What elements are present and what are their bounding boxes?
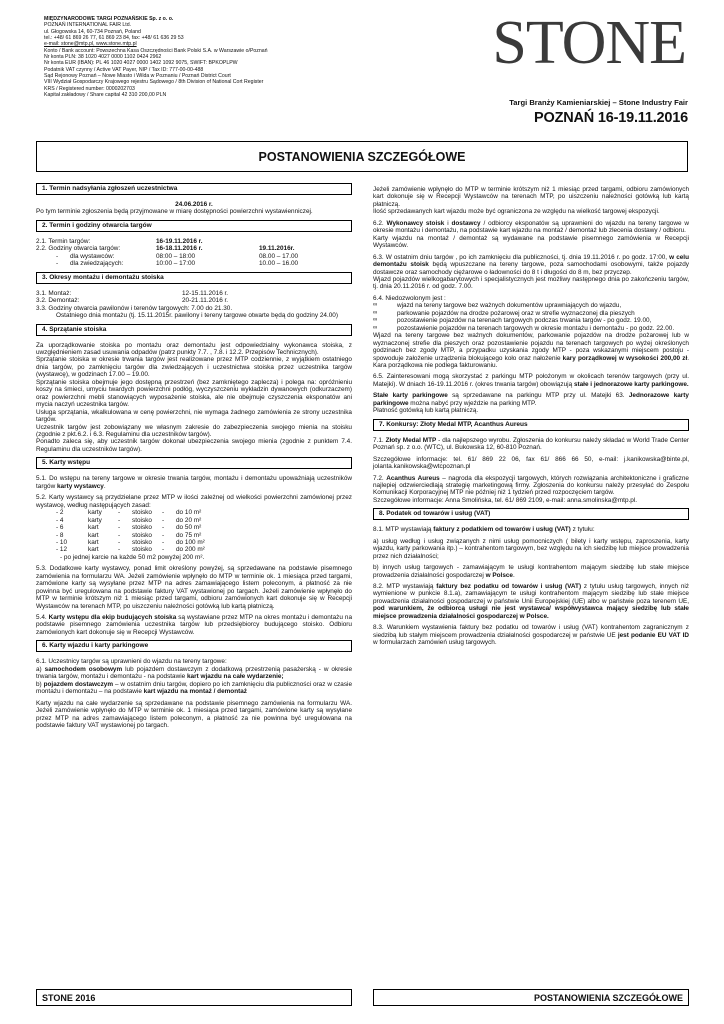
paragraph: Sprzątanie stoiska obejmuje jego dostępną przestrzeń (bez zamkniętego zaplecza) i polega na: opróżnieniu koszy na śmieci, umyciu twardych powierzchni podłóg, wyczyszczeniu wykładzin dywanowych (odkurzaczem) oraz powierzchni mebli stanowiących wyposażenie stoiska, ale nie obejmuje czyszczenia eksponatów ani mycia naczyń uczestnika targów. [36,378,352,409]
table-row: 3.2. Demontaż: 20-21.11.2016 r. [36,297,229,305]
paragraph: 6.3. W ostatnim dniu targów , po ich zamknięciu dla publiczności, tj. dnia 19.11.2016 r. po godz. 17:00, w celu demontażu stoisk będą wpuszczane na tereny targowe, poza samochodami osobowymi, także pojazdy dostawcze oraz samochody ciężarowe o ładowności do 8 t i długości do 8 m, bez przyczep. [373,253,689,276]
page-title: POSTANOWIENIA SZCZEGÓŁOWE [36,141,688,172]
table-row: 2.1. Termin targów: 16-19.11.2016 r. [36,237,203,245]
table-row: - 12 kart - stoisko - do 200 m² [56,546,205,554]
section-heading: 5. Karty wstępu [36,457,352,469]
paragraph: 7.2. Acanthus Aureus – nagroda dla ekspozycji targowych, których rozwiązania architektoniczne i graficzne najlepiej odzwierciedlają strategię marketingową firmy. Zgłoszenia do konkursu należy przesyłać do Zespołu Komunikacji Korporacyjnej MTP nie później niż 1 tydzień przed rozpoczęciem targów. [373,474,689,497]
section-heading: 2. Termin i godziny otwarcia targów [36,220,352,232]
paragraph: 6.5. Zainteresowani mogą skorzystać z parkingu MTP położonym w okolicach terenów targowych (przy ul. Matejki). W dniach 16-19.11.2016 r. (okres trwania targów) obowiązują stałe i jednorazowe karty parkingowe. [373,373,689,388]
company-contact-link[interactable]: e-mail: stone@mtp.pl, www.stone.mtp.pl [44,41,137,48]
table-row: - dla zwiedzających: 10:00 – 17:00 10.00 – 16.00 [56,260,299,268]
cards-allocation-list [36,509,352,554]
paragraph: a) usług według i usług związanych z nimi usług pomocniczych ( bilety i karty wstępu, zaproszenia, karty wjazdu, karty parkowania itp.) – kontrahentom targowym, bez względu na ich siedzibę lub miejsce prowadzenia przez nich działalności; [373,537,689,560]
paragraph: Stałe karty parkingowe są sprzedawane na parkingu MTP przy ul. Matejki 63. Jednorazowe karty parkingowe można nabyć przy wjeździe na parking MTP. [373,392,689,407]
paragraph: Ponadto zaleca się, aby uczestnik targów dokonał ubezpieczenia swojego mienia (zgodnie z punktem 7.4. Regulaminu dla uczestników targów). [36,438,352,453]
paragraph: 6.4. Niedozwolonym jest : [373,294,446,302]
table-row: - 6 kart - stoisko - do 50 m² [56,524,202,532]
table-row: - dla wystawców: 08:00 – 18:00 08.00 – 17.00 [56,252,299,260]
table-row: - 2 karty - stoisko - do 10 m² [56,509,202,517]
paragraph: Uczestnik targów jest zobowiązany we własnym zakresie do zabezpieczenia swojego mienia na stoisku (zgodnie z pkt.6.2. i 6.3. Regulaminu dla uczestników targów). [36,423,352,438]
company-line: VIII Wydział Gospodarczy Krajowego rejestru Sądowego / 8th Division of National Cort Register [44,79,264,86]
footer-right: POSTANOWIENIA SZCZEGÓŁOWE [373,989,689,1006]
paragraph: Szczegółowe informacje: Anna Smolińska, tel. 61/ 869 2109, e-mail: anna.smolinska@mtp.pl. [373,496,638,504]
email-link[interactable]: jolanta.kanikowska@wtcpoznan.pl [373,463,471,471]
company-info [44,16,374,98]
table-row: 3.1. Montaż: 12-15.11.2016 r. [36,289,229,297]
company-line: ul. Głogowska 14, 60-734 Poznań, Poland [44,28,141,35]
fair-date: POZNAŃ 16-19.11.2016 [534,110,688,126]
paragraph: 5.4. Karty wstępu dla ekip budujących stoiska są wystawiane przez MTP na okres montażu i demontażu na podstawie pisemnego zamówienia uczestnika targów lub przedsiębiorcy budującego stoisko. Odbioru zamówionych kart dokonuje się w Recepcji Wystawców. [36,614,352,636]
table-row: - 8 kart - stoisko - do 75 m² [56,531,202,539]
paragraph: 5.1. Do wstępu na tereny targowe w okresie trwania targów, montażu i demontażu upoważniają uczestników targów karty wystawcy. [36,475,352,490]
paragraph: Płatność gotówką lub kartą płatniczą. [373,407,479,415]
paragraph: Po tym terminie zgłoszenia będą przyjmowane w miarę dostępności powierzchni wystawienniczej. [36,208,313,216]
company-line: Sąd Rejonowy Poznań – Nowe Miasto i Wilda w Poznaniu / Poznań District Court [44,73,231,80]
paragraph: b) innych usług targowych - zamawiającym te usługi kontrahentom mającym siedzibę lub stałe miejsce prowadzenia działalności gospodarczej w Polsce. [373,564,689,579]
table-row: - 10 kart - stoisko - do 100 m² [56,538,205,546]
paragraph: Karty wjazdu na całe wydarzenie są sprzedawane na podstawie pisemnego zamówienia na formularzu WA. Jeżeli zamówienie wpłynęło do MTP w terminie ok. 1 miesiąca przed targami, zamówione karty są wysyłane przez MTP na adres zamawiającego listem poleconym, a płatność za nie powinna być uregulowana na podstawie faktury VAT wystawionej po targach. [36,699,352,730]
email-link[interactable]: j.kanikowska@binte.pl [623,455,688,463]
list-item: ∞ parkowanie pojazdów na drodze pożarowej oraz w strefie wyznaczonej dla pieszych [373,309,635,317]
company-line: Nr konta EUR (IBAN): PL 46 1020 4027 0000 1402 1092 9075, SWIFT: BPKOPLPW [44,60,238,67]
paragraph: 3.3. Godziny otwarcia pawilonów i terenów targowych: 7.00 do 21.30. [36,304,233,312]
paragraph: - po jednej karcie na każde 50 m2 powyżej 200 m². [60,553,205,561]
paragraph: 6.1. Uczestnicy targów są uprawnieni do wjazdu na tereny targowe: [36,658,227,666]
paragraph: Wjazd na tereny targowe bez ważnych dokumentów, parkowanie pojazdów na drodze pożarowej lub w wyznaczonej strefie dla pieszych oraz pozostawienie pojazdu na terenach targowych po wyżej określonych godzinach bez zgody MTP, a przypadku uzyskania zgody MTP - poza wskazanymi miejscem postoju - spowoduje założenie urządzenia blokującego koło oraz nałożenie kary porządkowej w wysokości 200,00 zł. Kara porządkowa nie podlega fakturowaniu. [373,332,689,369]
paragraph: 8.1. MTP wystawiają faktury z podatkiem od towarów i usług (VAT) z tytułu: [373,526,595,534]
left-column [36,181,352,729]
paragraph: Ilość sprzedawanych kart wjazdu może być ograniczona ze względu na wielkość targowej ekspozycji. [373,208,660,216]
table-row: - 4 karty - stoisko - do 20 m² [56,516,202,524]
logo-text: STONE [492,9,686,77]
paragraph: 7.1. Złoty Medal MTP - dla najlepszego wyrobu. Zgłoszenia do konkursu należy składać w World Trade Center Poznań sp. z o.o. (WTC), ul. Bukowska 12, 60-810 Poznań. [373,436,689,452]
company-line: Konto / Bank account: Powszechna Kasa Oszczędności Bank Polski S.A. w Warszawie o/Poznań [44,47,268,54]
paragraph: Karty wjazdu na montaż / demontaż są wydawane na podstawie pisemnego zamówienia w Recepcji Wystawców. [373,234,689,250]
footer-left: STONE 2016 [36,989,352,1006]
paragraph: Ostatniego dnia montażu (tj. 15.11.2015r. pawilony i tereny targowe otwarte będą do godziny 24.00) [56,312,338,320]
section-heading: 3. Okresy montażu i demontażu stoiska [36,272,352,284]
company-line: POZNAŃ INTERNATIONAL FAIR Ltd. [44,22,132,29]
paragraph: b) pojazdem dostawczym – w ostatnim dniu targów, dopiero po ich zamknięciu dla publiczności oraz w czasie montażu i demontażu – na podstawie kart wjazdu na montaż / demontaż [36,680,352,696]
company-line: tel.: +48/ 61 869 26 77, 61 869 23 84, fax: +48/ 61 636 29 53 [44,35,184,42]
company-line: Kapitał zakładowy / Share capital 42 310 200,00 PLN [44,92,167,99]
paragraph: 8.2. MTP wystawiają faktury bez podatku od towarów i usług (VAT) z tytułu usług targowych, innych niż wymienione w punkcie 8.1.a), zamawiającym te usługi kontrahentom mającym siedzibę lub stałe miejsce prowadzenia działalności gospodarczej w państwie Unii Europejskiej (UE) albo w państwie poza terenem UE, pod warunkiem, że odbiorcą usługi nie jest wystawca/ współwystawca mający siedzibę lub stałe miejsce prowadzenia działalności gospodarczej w Polsce. [373,583,690,620]
paragraph: Szczegółowe informacje: tel. 61/ 869 22 06, fax 61/ 866 66 50, e-mail: j.kanikowska@binte.pl, jolanta.kanikowska@wtcpoznan.pl [373,455,689,471]
company-line: Podatnik VAT czynny / Active VAT Payer, NIP / Tax ID: 777-00-00-488 [44,66,204,73]
paragraph: a) samochodem osobowym lub pojazdem dostawczym z dodatkową przestrzenią pasażerską - w okresie trwania targów, montażu i demontażu - na podstawie kart wjazdu na całe wydarzenie; [36,665,352,681]
right-column [373,186,689,647]
deadline-date: 24.06.2016 r. [175,201,213,208]
list-item: ∞ pozostawienie pojazdów na terenach targowych w okresie montażu i demontażu - po godz. 22.00. [373,324,675,332]
paragraph: Sprzątanie stoiska w okresie trwania targów jest realizowane przez MTP codziennie, z wyjątkiem ostatniego dnia targów, po zamknięciu targów dla zwiedzających i uczestnictwa stoiska przez uczestnika targów (wystawcę), w godzinach 17.00 – 19.00. [36,356,352,379]
paragraph: 8.3. Warunkiem wystawienia faktury bez podatku od towarów i usług (VAT) kontrahentom zagranicznym z siedzibą lub stałym miejscem prowadzenia działalności gospodarczej w państwie UE jest podanie EU VAT ID w formularzach zamówień usług targowych. [373,624,689,647]
paragraph: Usługa sprzątania, wkalkulowana w cenę powierzchni, nie wymaga żadnego zamówienia ze strony uczestnika targów. [36,408,352,424]
stone-logo [486,9,686,88]
section-heading: 8. Podatek od towarów i usług (VAT) [373,508,689,520]
section-heading: 7. Konkursy: Złoty Medal MTP, Acanthus Aureus [373,419,689,431]
paragraph: 5.2. Karty wystawcy są przydzielane przez MTP w ilości zależnej od wielkości powierzchni zamówionej przez wystawcę, według następujących zasad: [36,494,352,509]
paragraph: Za uporządkowanie stoiska po montażu oraz demontażu jest odpowiedzialny wykonawca stoiska, z uwzględnieniem zasad usuwania odpadów (patrz punkty 7.7. , 7.8. i 12.2. Przepisów Technicznych). [36,341,352,356]
section-heading: 4. Sprzątanie stoiska [36,324,352,336]
section-heading: 1. Termin nadsyłania zgłoszeń uczestnictwa [36,183,352,195]
table-row: 2.2. Godziny otwarcia targów: 16-18.11.2016 r. 19.11.2016r. [36,245,295,253]
paragraph: Wjazd pojazdów wielkogabarytowych i specjalistycznych jest możliwy następnego dnia po zakończeniu targów, tj. dnia 20.11.2016 r. od godz. 7.00. [373,275,689,291]
section-heading: 6. Karty wjazdu i karty parkingowe [36,640,352,652]
list-item: ∞ pozostawienie pojazdów na terenach targowych podczas trwania targów - po godz. 19.00, [373,317,652,325]
company-name: MIĘDZYNARODOWE TARGI POZNAŃSKIE Sp. z o. o. [44,16,174,22]
paragraph: 6.2. Wykonawcy stoisk i dostawcy / odbiorcy eksponatów są uprawnieni do wjazdu na tereny targowe w okresie montażu i demontażu, na podstawie kart wjazdu na montaż / demontaż lub zlecenia dostawy / odbioru. [373,219,689,235]
company-line: Nr konta PLN: 38 1020 4027 0000 1102 0424 2962 [44,54,162,61]
paragraph: Jeżeli zamówienie wpłynęło do MTP w terminie krótszym niż 1 miesiąc przed targami, odbioru zamówionych kart dokonuje się w Recepcji Wystawców na terenach MTP, po uiszczeniu należności gotówką lub kartą płatniczą. [373,186,689,208]
fair-name: Targi Branży Kamieniarskiej – Stone Industry Fair [509,98,688,107]
paragraph: 5.3. Dodatkowe karty wystawcy, ponad limit określony powyżej, są sprzedawane na podstawie pisemnego zamówienia na formularzu WA. Jeżeli zamówienie wpłynęło do MTP w terminie ok. 1 miesiąca przed targami, zamówione karty są wysyłane przez MTP na adres zamawiającego listem poleconym, a płatność za nie powinna być uregulowana na podstawie faktury VAT wystawionej po targach. Jeżeli zamówienie wpłynęło do MTP w terminie krótszym niż 1 miesiąc przed targami, odbioru zamówionych kart dokonuje się w Recepcji Wystawców na terenach MTP, po uiszczeniu należności gotówką lub kartą płatniczą. [36,565,352,610]
list-item: ∞ wjazd na tereny targowe bez ważnych dokumentów uprawniających do wjazdu, [373,302,622,310]
company-line: KRS / Registered number: 0000202703 [44,85,135,92]
